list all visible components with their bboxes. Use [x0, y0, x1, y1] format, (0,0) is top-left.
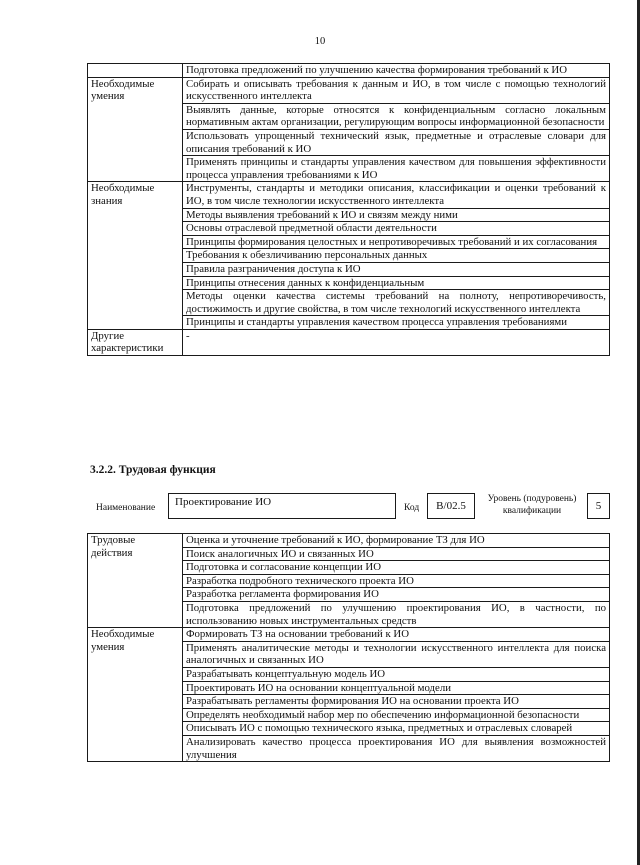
row-item-text: Методы оценки качества системы требований на полноту, непротиворечивость, достижимость и другие свойства, в том числе технологий искусственного интеллекта	[183, 290, 610, 316]
row-group-label: Необходимые умения	[88, 628, 183, 762]
row-item-text: Принципы отнесения данных к конфиденциальным	[183, 276, 610, 290]
requirements-table-top	[87, 63, 610, 356]
row-group-label: Трудовые действия	[88, 534, 183, 628]
section-title: 3.2.2. Трудовая функция	[90, 464, 216, 476]
page-number: 10	[314, 36, 326, 47]
table-row	[88, 329, 610, 355]
row-item-text: Формировать ТЗ на основании требований к ИО	[183, 628, 610, 642]
code-label: Код	[404, 503, 420, 513]
table-row	[88, 628, 610, 642]
row-item-text: Подготовка предложений по улучшению проектирования ИО, в частности, по использованию новых инструментальных средств	[183, 601, 610, 627]
row-item-text: Выявлять данные, которые относятся к конфиденциальным согласно локальным нормативным актам организации, регулирующим вопросы информационной безопасности	[183, 103, 610, 129]
name-label: Наименование	[96, 503, 156, 513]
function-header	[0, 493, 640, 521]
row-item-text: Анализировать качество процесса проектирования ИО для выявления возможностей улучшения	[183, 735, 610, 761]
row-item-text: Собирать и описывать требования к данным и ИО, в том числе с помощью технологий искусственного интеллекта	[183, 77, 610, 103]
row-item-text: Подготовка и согласование концепции ИО	[183, 561, 610, 575]
row-item-text: Разрабатывать регламенты формирования ИО на основании проекта ИО	[183, 695, 610, 709]
row-item-text: Применять принципы и стандарты управления качеством для повышения эффективности процесса управления требованиями к ИО	[183, 156, 610, 182]
row-item-text: Разработка регламента формирования ИО	[183, 588, 610, 602]
row-group-label: Необходимые умения	[88, 77, 183, 182]
table-row	[88, 182, 610, 208]
row-item-text: Правила разграничения доступа к ИО	[183, 262, 610, 276]
row-item-text: Использовать упрощенный технический язык, предметные и отраслевые словари для описания требований к ИО	[183, 129, 610, 155]
row-item-text: Определять необходимый набор мер по обеспечению информационной безопасности	[183, 708, 610, 722]
row-item-text: Разработка подробного технического проекта ИО	[183, 574, 610, 588]
table-row	[88, 534, 610, 548]
name-value: Проектирование ИО	[168, 493, 396, 519]
row-group-label: Необходимые знания	[88, 182, 183, 330]
row-group-label: Другие характеристики	[88, 329, 183, 355]
labor-function-table	[87, 533, 610, 762]
row-item-text: Оценка и уточнение требований к ИО, формирование ТЗ для ИО	[183, 534, 610, 548]
row-item-text: Требования к обезличиванию персональных данных	[183, 249, 610, 263]
row-item-text: Разрабатывать концептуальную модель ИО	[183, 667, 610, 681]
row-item-text: Описывать ИО с помощью технического языка, предметных и отраслевых словарей	[183, 722, 610, 736]
table-row	[88, 77, 610, 103]
row-item-text: Принципы и стандарты управления качеством процесса управления требованиями	[183, 316, 610, 330]
row-item-text: Методы выявления требований к ИО и связям между ними	[183, 208, 610, 222]
row-group-label	[88, 64, 183, 78]
row-item-text: Инструменты, стандарты и методики описания, классификации и оценки требований к ИО, в том числе технологии искусственного интеллекта	[183, 182, 610, 208]
row-item-text: Основы отраслевой предметной области деятельности	[183, 222, 610, 236]
row-item-text: Подготовка предложений по улучшению качества формирования требований к ИО	[183, 64, 610, 78]
row-item-text: -	[183, 329, 610, 355]
row-item-text: Проектировать ИО на основании концептуальной модели	[183, 681, 610, 695]
row-item-text: Поиск аналогичных ИО и связанных ИО	[183, 547, 610, 561]
level-label: Уровень (подуровень) квалификации	[487, 494, 577, 516]
row-item-text: Принципы формирования целостных и непротиворечивых требований и их согласования	[183, 235, 610, 249]
row-item-text: Применять аналитические методы и технологии искусственного интеллекта для поиска аналогичных и связанных ИО	[183, 641, 610, 667]
code-value: B/02.5	[427, 493, 475, 519]
level-value: 5	[587, 493, 610, 519]
table-row	[88, 64, 610, 78]
